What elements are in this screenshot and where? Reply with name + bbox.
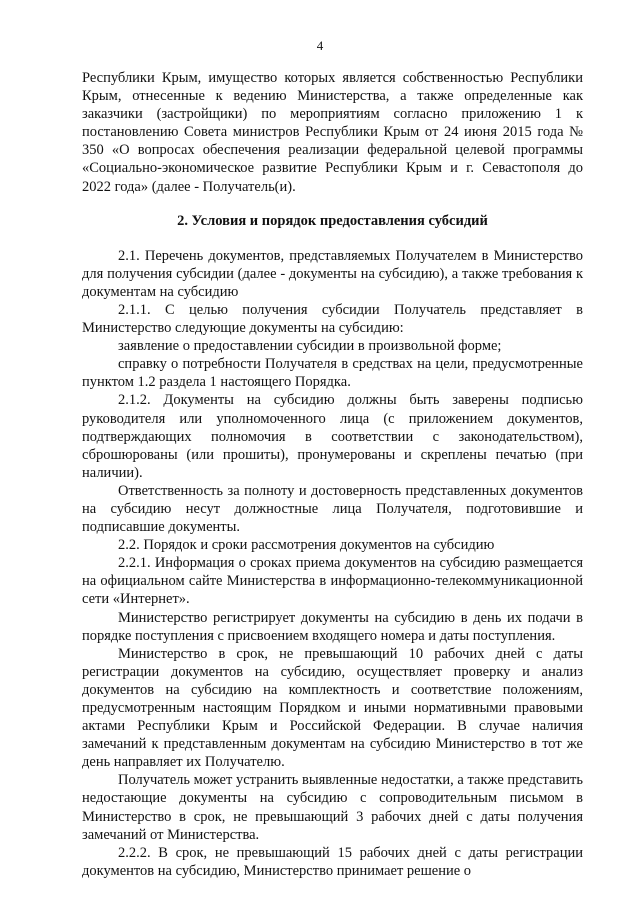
paragraph-review: Министерство в срок, не превышающий 10 рабочих дней с даты регистрации документов на субсидию, осуществляет проверку и анализ документов на субсидию на комплектность и соответствие положениям, предусмотренным настоящим Порядком и иными нормативными правовыми актами Республики Крым и Российской Федерации. В случае наличия замечаний к представленным документам на субсидию Министерство в тот же день направляет их Получателю.: [82, 645, 583, 771]
document-body: [82, 69, 583, 880]
section-heading: 2. Условия и порядок предоставления субсидий: [177, 212, 488, 229]
list-item-certificate: справку о потребности Получателя в средствах на цели, предусмотренные пунктом 1.2 раздела 1 настоящего Порядка.: [82, 356, 583, 391]
paragraph-2-1: 2.1. Перечень документов, представляемых Получателем в Министерство для получения субсидии (далее - документы на субсидию), а также требования к документам на субсидию: [82, 247, 583, 300]
paragraph-registration: Министерство регистрирует документы на субсидию в день их подачи в порядке поступления с присвоением входящего номера и даты поступления.: [82, 609, 583, 644]
paragraph-responsibility: Ответственность за полноту и достоверность представленных документов на субсидию несут должностные лица Получателя, подготовившие и подписавшие документы.: [82, 482, 583, 536]
paragraph-2-2-2: 2.2.2. В срок, не превышающий 15 рабочих дней с даты регистрации документов на субсидию, Министерство принимает решение о: [82, 844, 583, 879]
paragraph-2-2-1: 2.2.1. Информация о сроках приема документов на субсидию размещается на официальном сайте Министерства в информационно-телекоммуникационной сети «Интернет».: [82, 555, 583, 608]
intro-paragraph: Республики Крым, имущество которых является собственностью Республики Крым, отнесенные к ведению Министерства, а также определенные как заказчики (застройщики) по мероприятиям согласно приложению 1 к постановлению Совета министров Республики Крым от 24 июня 2015 года № 350 «О вопросах обеспечения реализации федеральной целевой программы «Социально-экономическое развитие Республики Крым и г. Севастополя до 2022 года» (далее - Получатель(и).: [82, 70, 583, 195]
list-item-application: заявление о предоставлении субсидии в произвольной форме;: [118, 338, 502, 355]
page-number: 4: [316, 38, 324, 53]
paragraph-2-1-2: 2.1.2. Документы на субсидию должны быть заверены подписью руководителя или уполномоченного лица (с приложением документов, подтверждающих полномочия в соответствии с законодательством), сброшюрованы (или прошиты), пронумерованы и скреплены печатью (при наличии).: [82, 392, 583, 481]
paragraph-2-2: 2.2. Порядок и сроки рассмотрения документов на субсидию: [118, 537, 495, 554]
paragraph-2-1-1: 2.1.1. С целью получения субсидии Получатель представляет в Министерство следующие документы на субсидию:: [82, 301, 583, 337]
paragraph-corrections: Получатель может устранить выявленные недостатки, а также представить недостающие документы на субсидию с сопроводительным письмом в Министерство в срок, не превышающий 3 рабочих дней с даты получения замечаний от Министерства.: [82, 772, 583, 843]
